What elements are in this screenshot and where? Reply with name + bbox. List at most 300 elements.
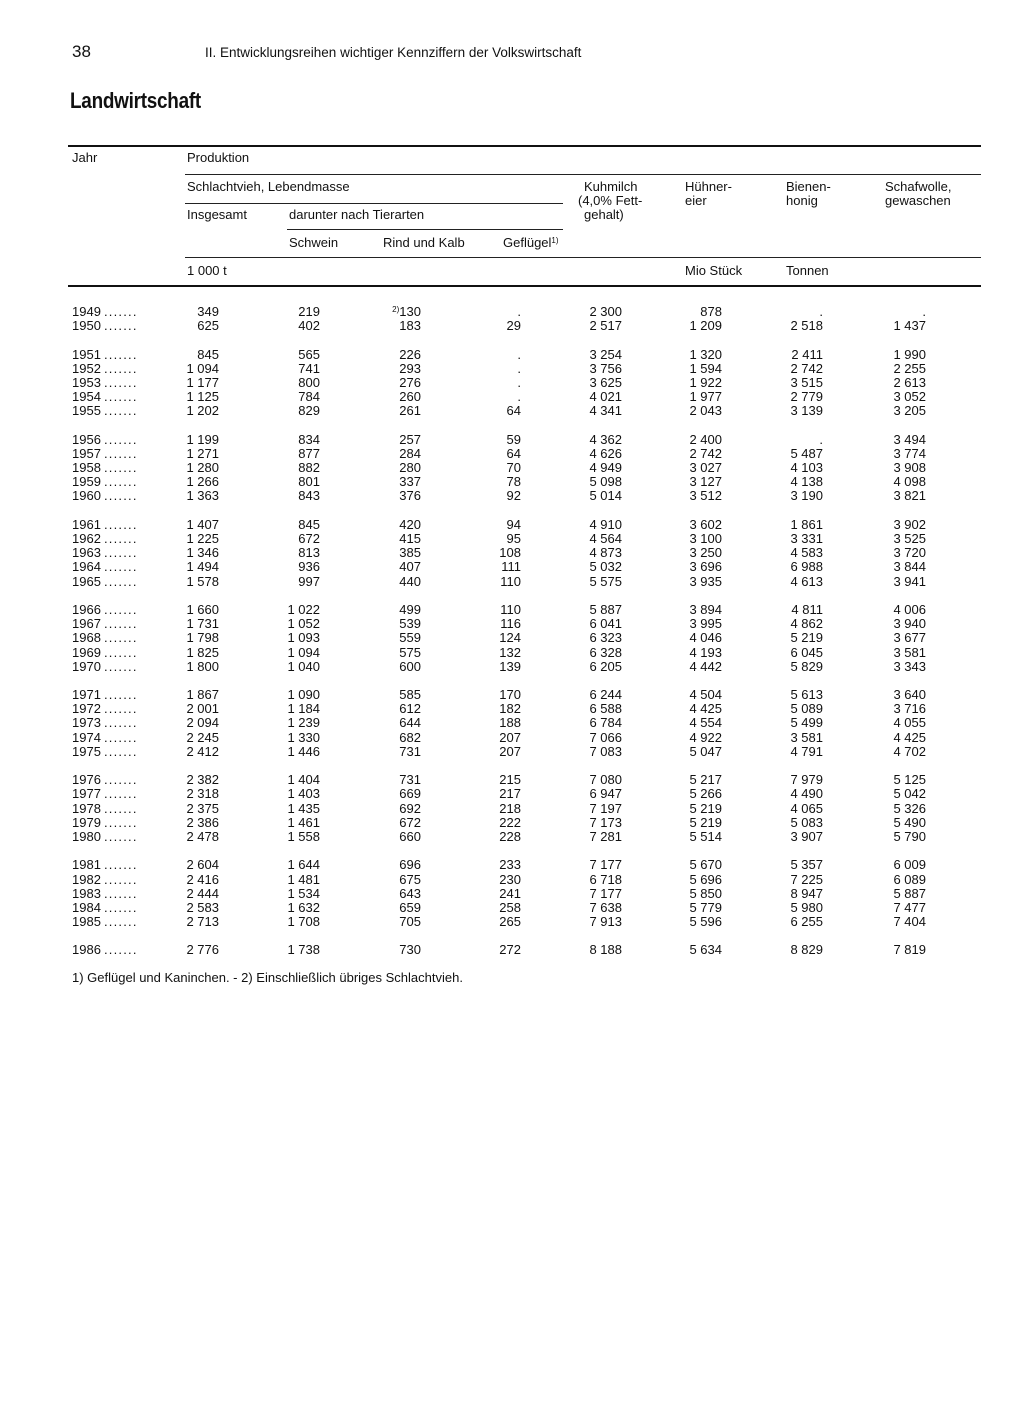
cell-insgesamt: 2 478 [186, 828, 219, 844]
cell-bienenhonig: 4 811 [791, 601, 823, 617]
cell-schwein: 1 040 [287, 658, 320, 674]
footnote: 1) Geflügel und Kaninchen. - 2) Einschließlich übriges Schlachtvieh. [72, 970, 463, 985]
cell-bienenhonig: 2 779 [790, 389, 823, 405]
cell-jahr: 1973 [72, 715, 101, 731]
cell-jahr: 1976 [72, 772, 101, 788]
cell-gefluegel: 222 [499, 814, 521, 830]
cell-huehnereier: 4 504 [689, 687, 722, 703]
table-row [0, 688, 1024, 702]
cell-bienenhonig: 4 791 [790, 743, 823, 759]
leader-dots: ....... [104, 644, 138, 660]
header-schlachtvieh: Schlachtvieh, Lebendmasse [187, 179, 350, 194]
cell-rind-kalb: 730 [399, 942, 421, 958]
cell-huehnereier: 2 400 [689, 431, 722, 447]
cell-schwein: 784 [298, 389, 320, 405]
page-title: Landwirtschaft [70, 88, 201, 113]
header-schafwolle-2: gewaschen [885, 193, 951, 208]
cell-kuhmilch: 4 021 [589, 389, 622, 405]
cell-schafwolle: 6 089 [893, 871, 926, 887]
cell-rind-kalb: 672 [399, 814, 421, 830]
cell-schafwolle: 4 098 [893, 474, 926, 490]
leader-dots: ....... [104, 715, 138, 731]
cell-gefluegel: 258 [499, 899, 521, 915]
cell-jahr: 1981 [72, 857, 101, 873]
cell-jahr: 1971 [72, 687, 101, 703]
cell-insgesamt: 2 416 [186, 871, 219, 887]
cell-rind-kalb: 415 [399, 531, 421, 546]
cell-gefluegel: 111 [501, 559, 521, 575]
cell-gefluegel: . [517, 360, 521, 376]
cell-rind-kalb: 705 [399, 914, 421, 930]
cell-huehnereier: 1 922 [689, 374, 722, 390]
cell-bienenhonig: 5 499 [790, 715, 823, 731]
cell-gefluegel: 215 [499, 772, 521, 788]
cell-gefluegel: 95 [506, 531, 521, 546]
header-bottom-rule [68, 285, 981, 287]
leader-dots: ....... [104, 729, 138, 745]
leader-dots: ....... [104, 814, 138, 830]
cell-schafwolle: 5 042 [893, 786, 926, 802]
table-row [0, 816, 1024, 830]
cell-bienenhonig: 3 515 [790, 374, 823, 390]
cell-kuhmilch: 7 638 [589, 899, 622, 915]
cell-kuhmilch: 7 913 [589, 914, 622, 930]
table-row [0, 319, 1024, 333]
cell-schafwolle: 3 941 [893, 573, 926, 589]
cell-insgesamt: 1 225 [186, 531, 219, 546]
cell-rind-kalb: 669 [399, 786, 421, 802]
cell-jahr: 1968 [72, 630, 101, 646]
table-row [0, 631, 1024, 645]
cell-kuhmilch: 6 205 [589, 658, 622, 674]
cell-kuhmilch: 2 517 [589, 318, 622, 334]
cell-schafwolle: 3 494 [893, 431, 926, 447]
leader-dots: ....... [104, 658, 138, 674]
cell-kuhmilch: 5 575 [589, 573, 622, 589]
cell-jahr: 1972 [72, 701, 101, 717]
cell-schwein: 1 090 [287, 687, 320, 703]
unit-mio-stueck: Mio Stück [685, 263, 743, 278]
cell-huehnereier: 1 594 [689, 360, 722, 376]
cell-schafwolle: 5 326 [893, 800, 926, 816]
cell-gefluegel: 124 [499, 630, 521, 646]
cell-gefluegel: 78 [506, 474, 521, 490]
leader-dots: ....... [104, 828, 138, 844]
cell-schwein: 813 [298, 545, 320, 561]
leader-dots: ....... [104, 346, 138, 362]
cell-jahr: 1949 [72, 304, 101, 319]
cell-rind-kalb: 226 [399, 346, 421, 362]
cell-bienenhonig: 4 065 [790, 800, 823, 816]
cell-schwein: 1 738 [287, 942, 320, 958]
cell-huehnereier: 3 696 [689, 559, 722, 575]
leader-dots: ....... [104, 800, 138, 816]
cell-bienenhonig: 5 219 [790, 630, 823, 646]
cell-rind-kalb: 385 [399, 545, 421, 561]
table-row [0, 716, 1024, 730]
cell-schafwolle: 4 702 [893, 743, 926, 759]
cell-schwein: 1 435 [287, 800, 320, 816]
cell-rind-kalb: 559 [399, 630, 421, 646]
cell-kuhmilch: 4 910 [589, 516, 622, 532]
cell-insgesamt: 2 386 [186, 814, 219, 830]
cell-jahr: 1974 [72, 729, 101, 745]
cell-jahr: 1984 [72, 899, 101, 915]
header-kuhmilch-1: Kuhmilch [584, 179, 638, 194]
cell-schafwolle: 7 477 [893, 899, 926, 915]
cell-rind-kalb: 376 [399, 488, 421, 504]
cell-jahr: 1975 [72, 743, 101, 759]
leader-dots: ....... [104, 899, 138, 915]
cell-kuhmilch: 6 718 [589, 871, 622, 887]
cell-insgesamt: 349 [197, 304, 219, 319]
cell-kuhmilch: 7 080 [589, 772, 622, 788]
leader-dots: ....... [104, 786, 138, 802]
cell-rind-kalb: 183 [399, 318, 421, 334]
cell-kuhmilch: 7 173 [589, 814, 622, 830]
cell-bienenhonig: 5 089 [790, 701, 823, 717]
cell-jahr: 1953 [72, 374, 101, 390]
cell-schwein: 1 404 [287, 772, 320, 788]
cell-gefluegel: . [517, 346, 521, 362]
cell-kuhmilch: 5 098 [589, 474, 622, 490]
cell-rind-kalb: 675 [399, 871, 421, 887]
cell-insgesamt: 1 346 [186, 545, 219, 561]
cell-huehnereier: 3 027 [689, 460, 722, 476]
cell-rind-kalb: 284 [399, 445, 421, 461]
cell-rind-kalb [392, 305, 421, 319]
cell-bienenhonig: 4 103 [790, 460, 823, 476]
cell-insgesamt: 1 271 [186, 445, 219, 461]
cell-schwein: 1 644 [287, 857, 320, 873]
cell-schwein: 672 [298, 531, 320, 546]
cell-bienenhonig: 3 907 [790, 828, 823, 844]
cell-bienenhonig: 3 190 [790, 488, 823, 504]
cell-jahr: 1979 [72, 814, 101, 830]
table-row [0, 617, 1024, 631]
cell-jahr: 1980 [72, 828, 101, 844]
cell-insgesamt: 2 375 [186, 800, 219, 816]
cell-schafwolle: 3 052 [893, 389, 926, 405]
cell-jahr: 1964 [72, 559, 101, 575]
leader-dots: ....... [104, 545, 138, 561]
cell-rind-kalb: 731 [399, 772, 421, 788]
cell-huehnereier: 2 043 [689, 403, 722, 419]
cell-kuhmilch: 8 188 [589, 942, 622, 958]
cell-bienenhonig: 5 357 [790, 857, 823, 873]
cell-insgesamt: 1 125 [186, 389, 219, 405]
cell-kuhmilch: 6 588 [589, 701, 622, 717]
cell-schwein: 843 [298, 488, 320, 504]
unit-rule [185, 257, 981, 258]
cell-kuhmilch: 4 626 [589, 445, 622, 461]
cell-insgesamt: 1 800 [186, 658, 219, 674]
cell-kuhmilch: 6 041 [589, 616, 622, 632]
cell-rind-kalb: 644 [399, 715, 421, 731]
cell-schafwolle: 3 581 [893, 644, 926, 660]
cell-schafwolle: 7 404 [893, 914, 926, 930]
cell-huehnereier: 3 250 [689, 545, 722, 561]
cell-insgesamt: 1 798 [186, 630, 219, 646]
table-row [0, 943, 1024, 957]
cell-schwein: 565 [298, 346, 320, 362]
leader-dots: ....... [104, 318, 138, 334]
leader-dots: ....... [104, 488, 138, 504]
leader-dots: ....... [104, 630, 138, 646]
cell-kuhmilch: 5 887 [589, 601, 622, 617]
cell-insgesamt: 1 660 [186, 601, 219, 617]
cell-bienenhonig: 4 862 [790, 616, 823, 632]
cell-bienenhonig: 4 490 [790, 786, 823, 802]
table-row [0, 447, 1024, 461]
table-row [0, 560, 1024, 574]
table-row [0, 475, 1024, 489]
cell-kuhmilch: 3 254 [589, 346, 622, 362]
cell-bienenhonig: 8 947 [790, 885, 823, 901]
cell-bienenhonig: 2 518 [790, 318, 823, 334]
table-row [0, 376, 1024, 390]
cell-rind-kalb: 575 [399, 644, 421, 660]
leader-dots: ....... [104, 885, 138, 901]
header-darunter: darunter nach Tierarten [289, 207, 425, 222]
cell-rind-kalb: 731 [399, 743, 421, 759]
leader-dots: ....... [104, 360, 138, 376]
leader-dots: ....... [104, 431, 138, 447]
cell-insgesamt: 2 094 [186, 715, 219, 731]
cell-insgesamt: 1 177 [186, 374, 219, 390]
cell-insgesamt: 1 867 [186, 687, 219, 703]
cell-rind-kalb: 499 [399, 601, 421, 617]
cell-schwein: 997 [298, 573, 320, 589]
cell-rind-kalb: 682 [399, 729, 421, 745]
cell-gefluegel: 64 [506, 403, 521, 419]
cell-rind-kalb: 696 [399, 857, 421, 873]
cell-schwein: 936 [298, 559, 320, 575]
table-row [0, 532, 1024, 546]
cell-jahr: 1978 [72, 800, 101, 816]
leader-dots: ....... [104, 871, 138, 887]
cell-rind-kalb: 420 [399, 516, 421, 532]
cell-huehnereier: 4 046 [689, 630, 722, 646]
cell-schwein: 829 [298, 403, 320, 419]
leader-dots: ....... [104, 687, 138, 703]
cell-huehnereier: 5 596 [689, 914, 722, 930]
table-row [0, 660, 1024, 674]
header-kuhmilch-3: gehalt) [584, 207, 624, 222]
cell-insgesamt: 1 280 [186, 460, 219, 476]
cell-huehnereier: 5 670 [689, 857, 722, 873]
cell-jahr: 1951 [72, 346, 101, 362]
cell-huehnereier: 4 193 [689, 644, 722, 660]
header-gefluegel-label: Geflügel [503, 235, 552, 250]
cell-bienenhonig: 4 138 [790, 474, 823, 490]
cell-bienenhonig: 3 581 [790, 729, 823, 745]
cell-insgesamt: 1 202 [186, 403, 219, 419]
leader-dots: ....... [104, 374, 138, 390]
cell-huehnereier: 3 602 [689, 516, 722, 532]
cell-insgesamt: 1 407 [186, 516, 219, 532]
cell-jahr: 1954 [72, 389, 101, 405]
table-row [0, 404, 1024, 418]
cell-kuhmilch: 6 947 [589, 786, 622, 802]
leader-dots: ....... [104, 460, 138, 476]
cell-gefluegel: 29 [506, 318, 521, 334]
table-row [0, 362, 1024, 376]
table-body [0, 305, 1024, 958]
cell-schafwolle: 3 343 [893, 658, 926, 674]
cell-huehnereier: 3 100 [689, 531, 722, 546]
header-bienenhonig-1: Bienen- [786, 179, 831, 194]
cell-gefluegel: 228 [499, 828, 521, 844]
header-rind-kalb: Rind und Kalb [383, 235, 465, 250]
cell-huehnereier: 3 512 [689, 488, 722, 504]
table-row [0, 745, 1024, 759]
cell-jahr: 1965 [72, 573, 101, 589]
cell-huehnereier: 5 514 [689, 828, 722, 844]
cell-schwein: 834 [298, 431, 320, 447]
header-bienenhonig-2: honig [786, 193, 818, 208]
cell-rind-kalb: 261 [399, 403, 421, 419]
schlachtvieh-rule [185, 203, 563, 204]
cell-bienenhonig: 5 980 [790, 899, 823, 915]
table-row [0, 887, 1024, 901]
table-row [0, 433, 1024, 447]
cell-gefluegel: 116 [500, 616, 521, 632]
unit-tonnen: Tonnen [786, 263, 829, 278]
cell-bienenhonig: 3 331 [790, 531, 823, 546]
header-gefluegel-note: 1) [551, 236, 559, 245]
cell-jahr: 1952 [72, 360, 101, 376]
cell-footnote-ref: 2) [392, 305, 400, 314]
cell-insgesamt: 1 578 [186, 573, 219, 589]
cell-bienenhonig: 5 613 [790, 687, 823, 703]
cell-schafwolle: 4 425 [893, 729, 926, 745]
cell-gefluegel: 92 [506, 488, 521, 504]
cell-bienenhonig: 6 988 [790, 559, 823, 575]
cell-huehnereier: 3 127 [689, 474, 722, 490]
cell-kuhmilch: 6 328 [589, 644, 622, 660]
cell-gefluegel: 170 [499, 687, 521, 703]
table-row [0, 702, 1024, 716]
cell-schwein: 1 461 [287, 814, 320, 830]
cell-schwein: 402 [298, 318, 320, 334]
cell-jahr: 1969 [72, 644, 101, 660]
cell-schwein: 1 708 [287, 914, 320, 930]
cell-insgesamt: 1 494 [186, 559, 219, 575]
cell-huehnereier: 5 219 [689, 814, 722, 830]
leader-dots: ....... [104, 942, 138, 958]
table-row [0, 305, 1024, 319]
cell-schafwolle: 4 006 [893, 601, 926, 617]
cell-schwein: 219 [298, 304, 320, 319]
cell-bienenhonig: 5 829 [790, 658, 823, 674]
cell-insgesamt: 2 713 [186, 914, 219, 930]
cell-huehnereier: 5 696 [689, 871, 722, 887]
cell-insgesamt: 2 318 [186, 786, 219, 802]
cell-schafwolle: 6 009 [893, 857, 926, 873]
table-row [0, 731, 1024, 745]
cell-huehnereier: 1 320 [689, 346, 722, 362]
cell-huehnereier: 3 935 [689, 573, 722, 589]
cell-kuhmilch: 4 873 [589, 545, 622, 561]
cell-schafwolle: 3 902 [893, 516, 926, 532]
cell-jahr: 1962 [72, 531, 101, 546]
leader-dots: ....... [104, 573, 138, 589]
cell-gefluegel: 132 [499, 644, 521, 660]
cell-huehnereier: 1 209 [689, 318, 722, 334]
leader-dots: ....... [104, 743, 138, 759]
cell-kuhmilch: 7 177 [589, 885, 622, 901]
cell-gefluegel: . [517, 389, 521, 405]
cell-bienenhonig: 1 861 [790, 516, 823, 532]
table-row [0, 348, 1024, 362]
cell-value: 130 [399, 304, 421, 319]
cell-insgesamt: 1 363 [186, 488, 219, 504]
leader-dots: ....... [104, 914, 138, 930]
cell-rind-kalb: 337 [399, 474, 421, 490]
cell-schwein: 1 239 [287, 715, 320, 731]
leader-dots: ....... [104, 516, 138, 532]
cell-gefluegel: 218 [499, 800, 521, 816]
cell-jahr: 1963 [72, 545, 101, 561]
leader-dots: ....... [104, 601, 138, 617]
cell-schafwolle: 3 525 [893, 531, 926, 546]
cell-jahr: 1957 [72, 445, 101, 461]
page-number: 38 [72, 42, 91, 61]
cell-insgesamt: 1 199 [186, 431, 219, 447]
header-produktion: Produktion [187, 150, 250, 165]
header-schafwolle-1: Schafwolle, [885, 179, 952, 194]
cell-bienenhonig: 7 225 [790, 871, 823, 887]
cell-insgesamt: 1 266 [186, 474, 219, 490]
cell-schafwolle: 5 887 [893, 885, 926, 901]
cell-schafwolle: 5 125 [893, 772, 926, 788]
leader-dots: ....... [104, 616, 138, 632]
cell-schwein: 877 [298, 445, 320, 461]
cell-schafwolle: 1 990 [893, 346, 926, 362]
cell-gefluegel: 64 [506, 445, 521, 461]
table-row [0, 575, 1024, 589]
table-row [0, 802, 1024, 816]
cell-rind-kalb: 280 [399, 460, 421, 476]
cell-jahr: 1956 [72, 431, 101, 447]
cell-rind-kalb: 612 [399, 701, 421, 717]
cell-schwein: 1 632 [287, 899, 320, 915]
table-top-rule [68, 145, 981, 147]
cell-rind-kalb: 293 [399, 360, 421, 376]
cell-schwein: 1 093 [287, 630, 320, 646]
cell-jahr: 1959 [72, 474, 101, 490]
cell-huehnereier: 878 [700, 304, 722, 319]
cell-rind-kalb: 257 [399, 431, 421, 447]
cell-kuhmilch: 7 281 [589, 828, 622, 844]
cell-gefluegel: 207 [499, 743, 521, 759]
cell-kuhmilch: 4 341 [589, 403, 622, 419]
leader-dots: ....... [104, 772, 138, 788]
cell-gefluegel: 110 [500, 601, 521, 617]
cell-rind-kalb: 407 [399, 559, 421, 575]
header-huehnereier-1: Hühner- [685, 179, 732, 194]
cell-schwein: 1 022 [287, 601, 320, 617]
cell-bienenhonig: 6 255 [790, 914, 823, 930]
cell-huehnereier: 5 266 [689, 786, 722, 802]
cell-gefluegel: 217 [499, 786, 521, 802]
cell-jahr: 1960 [72, 488, 101, 504]
cell-gefluegel: 188 [499, 715, 521, 731]
cell-kuhmilch: 6 323 [589, 630, 622, 646]
cell-rind-kalb: 440 [399, 573, 421, 589]
cell-gefluegel: 230 [499, 871, 521, 887]
